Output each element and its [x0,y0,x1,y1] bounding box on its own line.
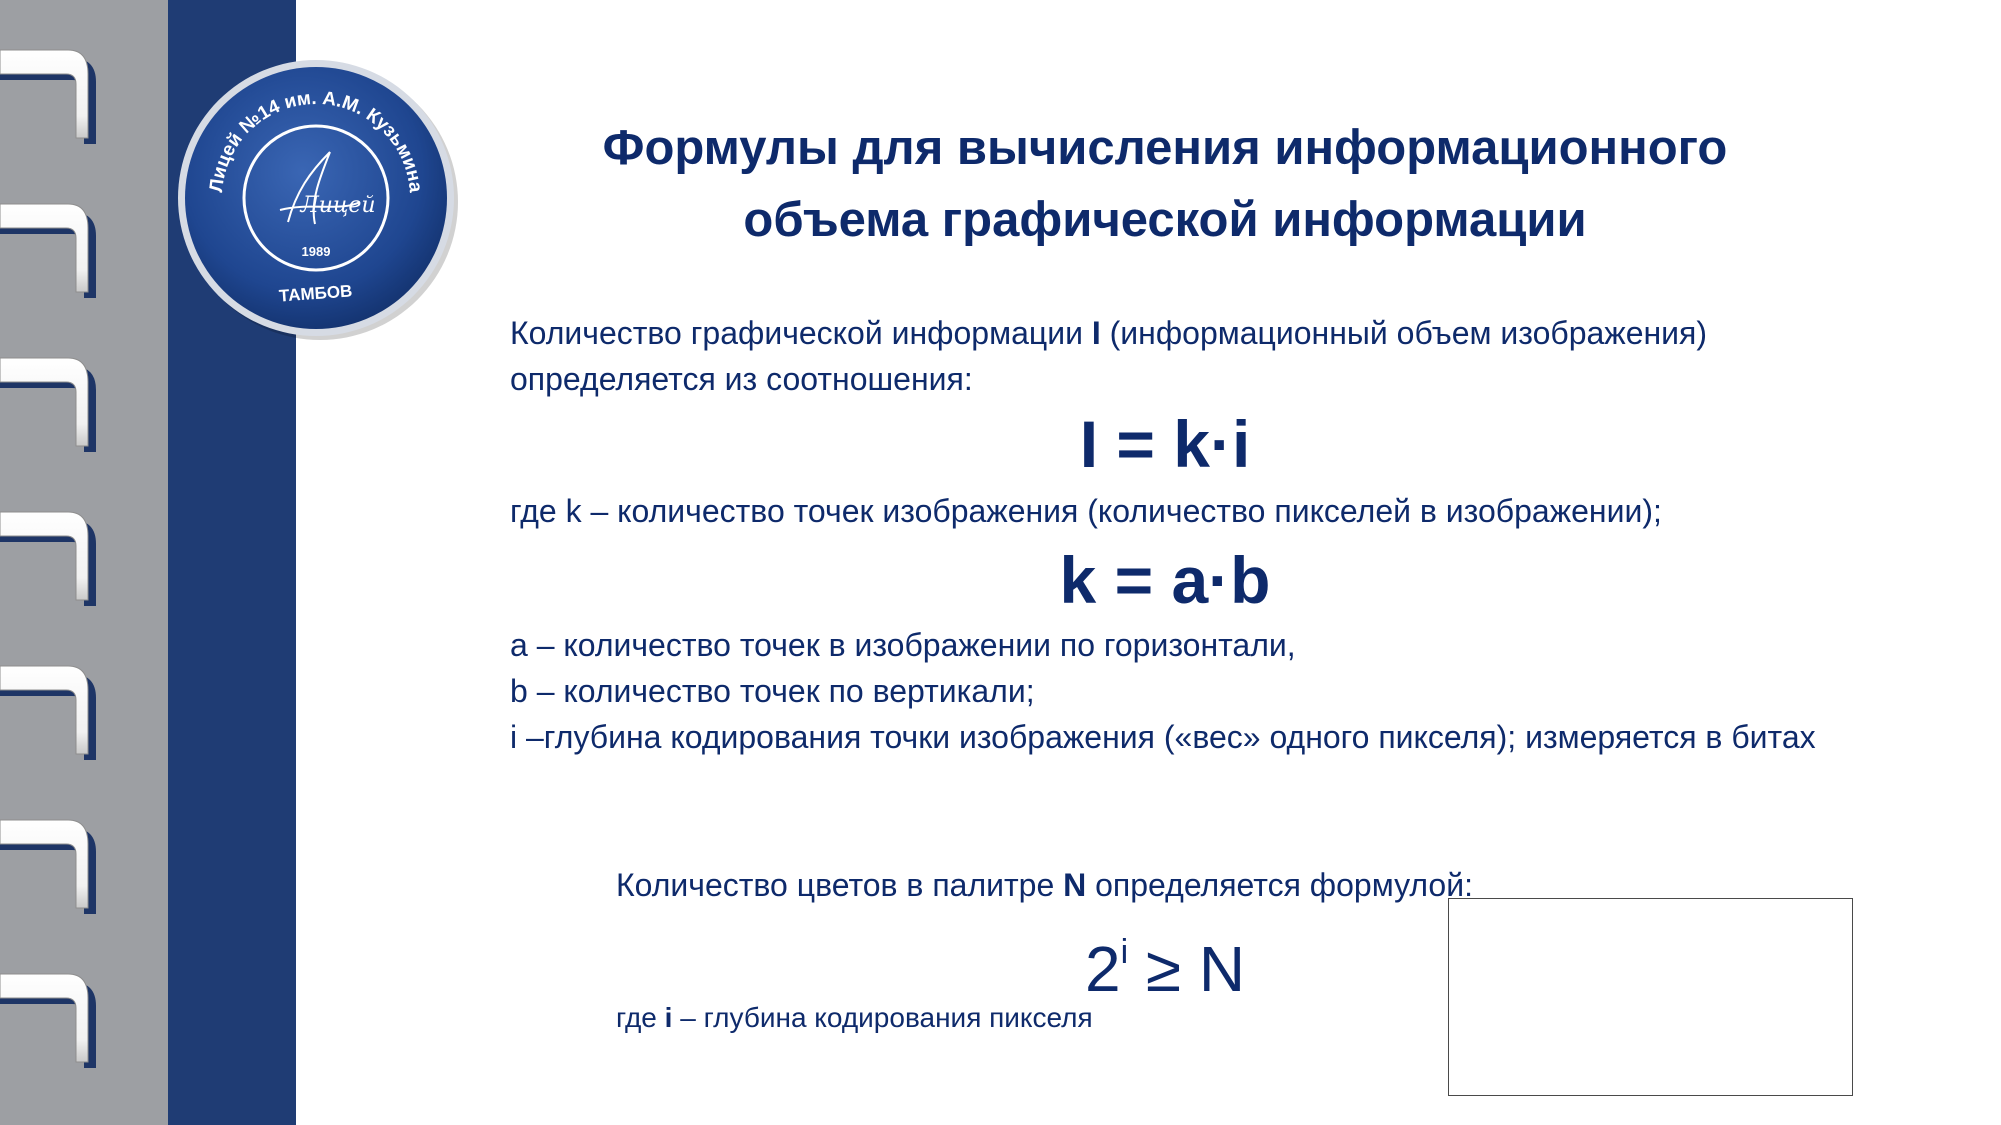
seal-city: ТАМБОВ [278,281,353,306]
title-line-2: объема графической информации [743,193,1587,247]
intro-bold-I: I [1091,315,1101,351]
notebook-ring [0,204,88,292]
palette-bold-N: N [1063,867,1087,903]
seal-year: 1989 [301,244,331,259]
notebook-ring [0,358,88,446]
notebook-ring [0,512,88,600]
def-a-line: a – количество точек в изображении по горизонтали, [510,627,1296,663]
where-k-line: где k – количество точек изображения (количество пикселей в изображении); [510,493,1662,529]
notebook-ring [0,820,88,908]
def-b-line: b – количество точек по вертикали; [510,673,1035,709]
formula-i-equals-k-i: I = k·i [1079,407,1251,481]
notebook-ring [0,50,88,138]
def-i-line: i –глубина кодирования точки изображения («вес» одного пикселя); измеряется в битах [510,719,1816,755]
where-i-line [616,998,1093,1038]
formula-rest: ≥ N [1128,933,1246,1005]
palette-text: Количество цветов в палитре [616,867,1064,903]
seal-ring-text: Лицей №14 им. А.М. Кузьмина [206,87,426,194]
empty-frame [1448,898,1853,1096]
formula-base: 2 [1084,933,1121,1005]
intro-text-rest: (информационный объем изображения) определяется из соотношения: [510,315,1708,397]
formula-k-equals-a-b: k = a·b [1059,543,1271,617]
intro-text: Количество графической информации [510,315,1092,351]
where-i-text: где [616,1002,665,1033]
seal-script: Лицей [300,193,376,218]
notebook-ring [0,974,88,1062]
where-i-bold: i [664,1002,673,1033]
formula-exponent: i [1120,933,1129,971]
intro-paragraph [510,310,1860,402]
notebook-ring [0,666,88,754]
lyceum-seal-logo [170,52,462,344]
palette-text-rest: определяется формулой: [1086,867,1473,903]
where-i-text-rest: – глубина кодирования пикселя [672,1002,1093,1033]
title-line-1: Формулы для вычисления информационного [602,121,1728,175]
slide-title [510,112,1820,256]
